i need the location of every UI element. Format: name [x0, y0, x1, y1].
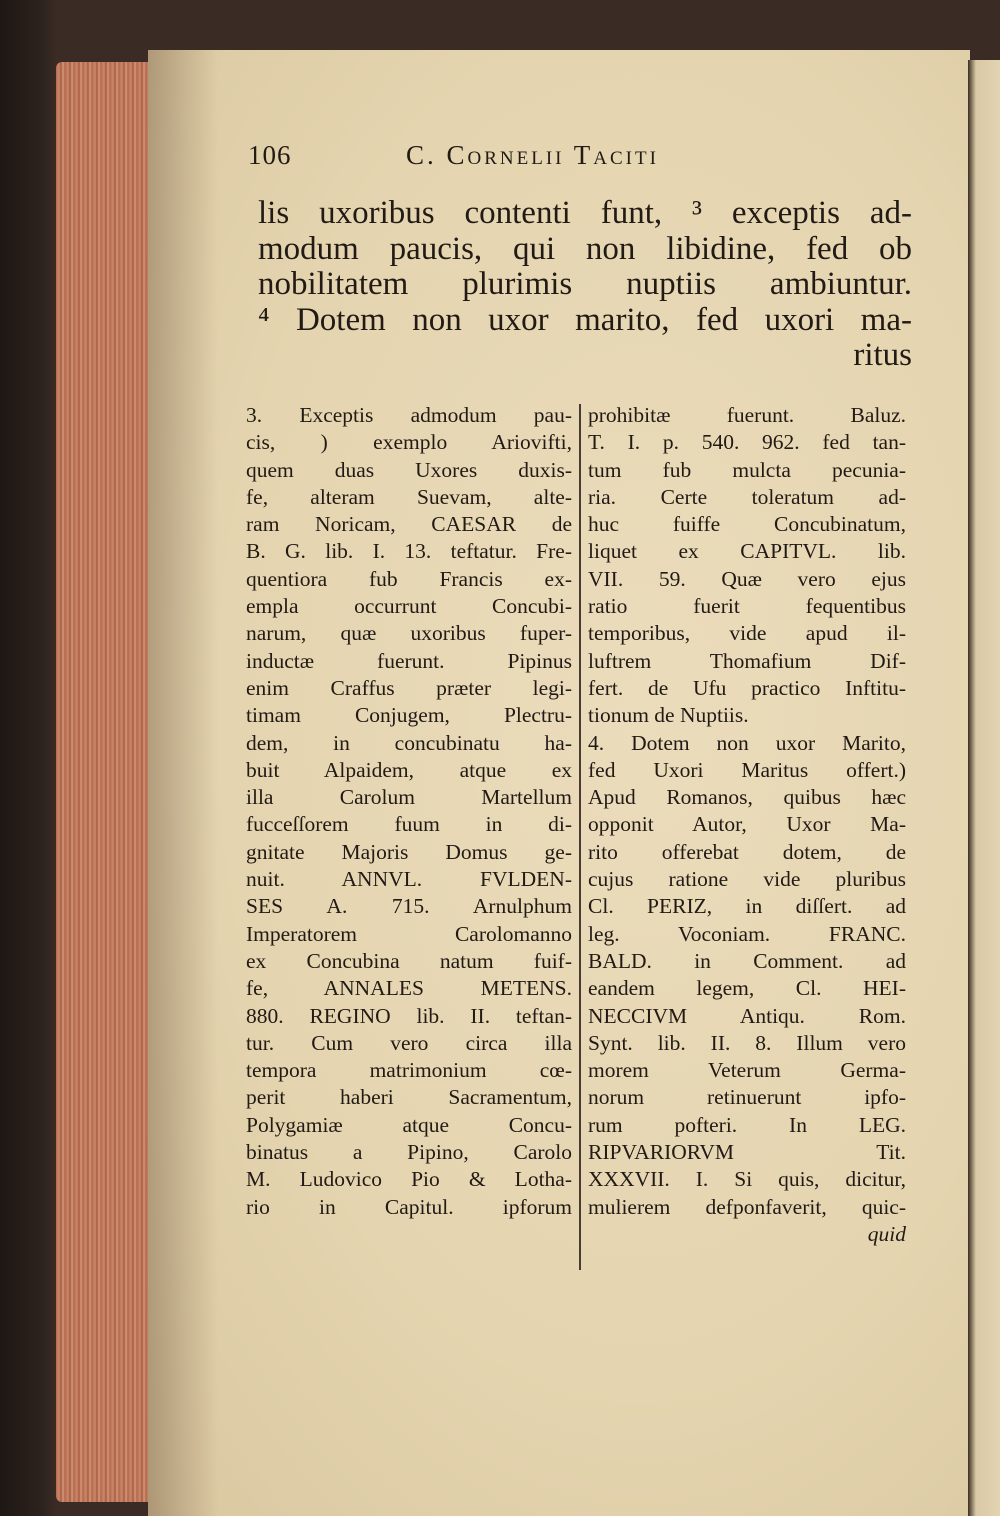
note-line: BALD. in Comment. ad: [588, 948, 906, 973]
note-catchword: quid: [867, 1221, 906, 1246]
page-number: 106: [248, 140, 292, 170]
note-line: luftrem Thomafium Dif-: [588, 648, 906, 673]
page-gutter-shadow: [148, 50, 218, 1516]
page-edges: [56, 62, 152, 1502]
note-line: SES A. 715. Arnulphum: [246, 894, 572, 919]
note-line: perit haberi Sacramentum,: [246, 1085, 572, 1110]
footnotes-right-column: [588, 402, 906, 1248]
note-line: timam Conjugem, Plectru-: [246, 703, 572, 728]
note-line: fucceſſorem fuum in di-: [246, 812, 572, 837]
note-line: 4. Dotem non uxor Marito,: [588, 730, 906, 755]
main-line: ⁴ Dotem non uxor marito, fed uxori ma-: [258, 301, 912, 338]
main-text: [258, 196, 912, 374]
note-line: tum fub mulcta pecunia-: [588, 457, 906, 482]
note-line: quentiora fub Francis ex-: [246, 566, 572, 591]
note-line: tionum de Nuptiis.: [588, 703, 749, 728]
note-line: NECCIVM Antiqu. Rom.: [588, 1003, 906, 1028]
note-line: binatus a Pipino, Carolo: [246, 1140, 572, 1165]
note-line: mulierem defponfaverit, quic-: [588, 1194, 906, 1219]
note-line: rum pofteri. In LEG.: [588, 1112, 906, 1137]
note-line: RIPVARIORVM Tit.: [588, 1140, 906, 1165]
note-line: Polygamiæ atque Concu-: [246, 1112, 572, 1137]
note-line: narum, quæ uxoribus fuper-: [246, 621, 572, 646]
note-line: ratio fuerit fequentibus: [588, 594, 906, 619]
note-line: inductæ fuerunt. Pipinus: [246, 648, 572, 673]
note-line: cis, ) exemplo Ariovifti,: [246, 430, 572, 455]
note-line: T. I. p. 540. 962. fed tan-: [588, 430, 906, 455]
note-line: enim Craffus præter legi-: [246, 675, 572, 700]
main-line-catchword: ritus: [853, 337, 912, 373]
note-line: fe, alteram Suevam, alte-: [246, 484, 572, 509]
note-line: morem Veterum Germa-: [588, 1058, 906, 1083]
note-line: cujus ratione vide pluribus: [588, 867, 906, 892]
note-line: Imperatorem Carolomanno: [246, 921, 572, 946]
note-line: buit Alpaidem, atque ex: [246, 757, 572, 782]
note-line: XXXVII. I. Si quis, dicitur,: [588, 1167, 906, 1192]
note-line: leg. Voconiam. FRANC.: [588, 921, 906, 946]
note-line: fed Uxori Maritus offert.): [588, 757, 906, 782]
note-line: fert. de Ufu practico Inftitu-: [588, 675, 906, 700]
note-line: M. Ludovico Pio & Lotha-: [246, 1167, 572, 1192]
note-line: 3. Exceptis admodum pau-: [246, 403, 572, 427]
note-line: tempora matrimonium cœ-: [246, 1058, 572, 1083]
note-line: temporibus, vide apud il-: [588, 621, 906, 646]
note-line: Apud Romanos, quibus hæc: [588, 785, 906, 810]
note-line: tur. Cum vero circa illa: [246, 1030, 572, 1055]
note-line: nuit. ANNVL. FVLDEN-: [246, 867, 572, 892]
note-line: Synt. lib. II. 8. Illum vero: [588, 1030, 906, 1055]
running-title: C. Cornelii Taciti: [406, 140, 659, 170]
note-line: illa Carolum Martellum: [246, 785, 572, 810]
note-line: rito offerebat dotem, de: [588, 839, 906, 864]
note-line: quem duas Uxores duxis-: [246, 457, 572, 482]
note-line: prohibitæ fuerunt. Baluz.: [588, 403, 906, 427]
next-page-edge: [968, 60, 1000, 1516]
note-line: B. G. lib. I. 13. teftatur. Fre-: [246, 539, 572, 564]
note-line: rio in Capitul. ipforum: [246, 1194, 572, 1219]
note-line: VII. 59. Quæ vero ejus: [588, 566, 906, 591]
note-line: ria. Certe toleratum ad-: [588, 484, 906, 509]
column-divider: [579, 404, 581, 1270]
note-line: eandem legem, Cl. HEI-: [588, 976, 906, 1001]
note-line: ex Concubina natum fuif-: [246, 948, 572, 973]
note-line: opponit Autor, Uxor Ma-: [588, 812, 906, 837]
main-line: modum paucis, qui non libidine, fed ob: [258, 230, 912, 267]
note-line: gnitate Majoris Domus ge-: [246, 839, 572, 864]
note-line: empla occurrunt Concubi-: [246, 594, 572, 619]
note-line: ram Noricam, CAESAR de: [246, 512, 572, 537]
note-line: 880. REGINO lib. II. teftan-: [246, 1003, 572, 1028]
note-line: liquet ex CAPITVL. lib.: [588, 539, 906, 564]
note-line: Cl. PERIZ, in diſſert. ad: [588, 894, 906, 919]
note-line: norum retinuerunt ipfo-: [588, 1085, 906, 1110]
note-line: fe, ANNALES METENS.: [246, 976, 572, 1001]
main-line: lis uxoribus contenti funt, ³ exceptis ad-: [258, 195, 912, 231]
note-line: huc fuiffe Concubinatum,: [588, 512, 906, 537]
main-line: nobilitatem plurimis nuptiis ambiuntur.: [258, 266, 912, 302]
running-head: [248, 140, 908, 180]
footnotes-left-column: [246, 402, 572, 1221]
note-line: dem, in concubinatu ha-: [246, 730, 572, 755]
